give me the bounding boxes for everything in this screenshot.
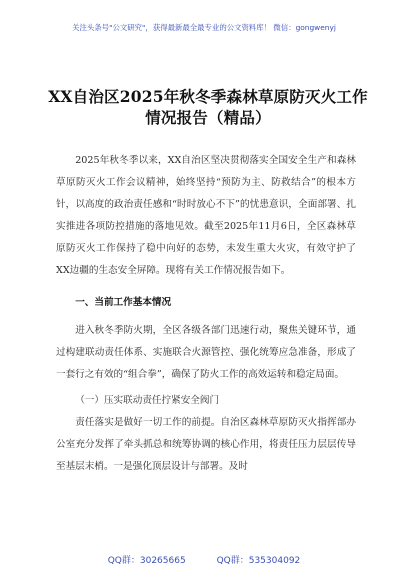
document-title: XX自治区2025年秋冬季森林草原防灭火工作情况报告（精品） — [48, 87, 368, 127]
section-paragraph: 进入秋冬季防火期，全区各级各部门迅速行动，聚焦关键环节，通过构建联动责任体系、实施联合火源管控、强化统筹应急准备，形成了一套行之有效的“组合拳”，确保了防火工作的高效运转和稳定局面。 — [56, 325, 356, 380]
footer-contact — [0, 553, 408, 566]
qq-label-2: QQ群： — [216, 556, 249, 566]
qq-group-1 — [108, 556, 186, 566]
qq-number-2: 535304092 — [248, 556, 301, 566]
qq-group-2 — [217, 556, 301, 566]
section-heading: 一、当前工作基本情况 — [75, 297, 172, 308]
intro-paragraph: 2025年秋冬季以来，XX自治区坚决贯彻落实全国安全生产和森林草原防灭火工作会议精神，始终坚持“预防为主、防救结合”的根本方针，以高度的政治责任感和“时时放心不下”的忧患意识，全面部署、扎实推进各项防控措施的落地见效。截至2025年11月6日，全区森林草原防灭火工作保持了稳中向好的态势，未发生重大火灾，有效守护了XX边疆的生态安全屏障。现将有关工作情况报告如下。 — [56, 155, 356, 276]
subsection-paragraph: 责任落实是做好一切工作的前提。自治区森林草原防灭火指挥部办公室充分发挥了牵头抓总和统筹协调的核心作用，将责任压力层层传导至基层末梢。一是强化顶层设计与部署。及时 — [56, 417, 356, 472]
qq-label-1: QQ群： — [107, 556, 140, 566]
qq-number-1: 30265665 — [139, 556, 186, 566]
subsection-heading: （一）压实联动责任拧紧安全阀门 — [75, 395, 220, 406]
document-body — [56, 150, 356, 478]
header-banner: 关注头条号"公文研究"，获得最新最全最专业的公文资料库！ 微信：gongwenyj — [72, 23, 336, 32]
